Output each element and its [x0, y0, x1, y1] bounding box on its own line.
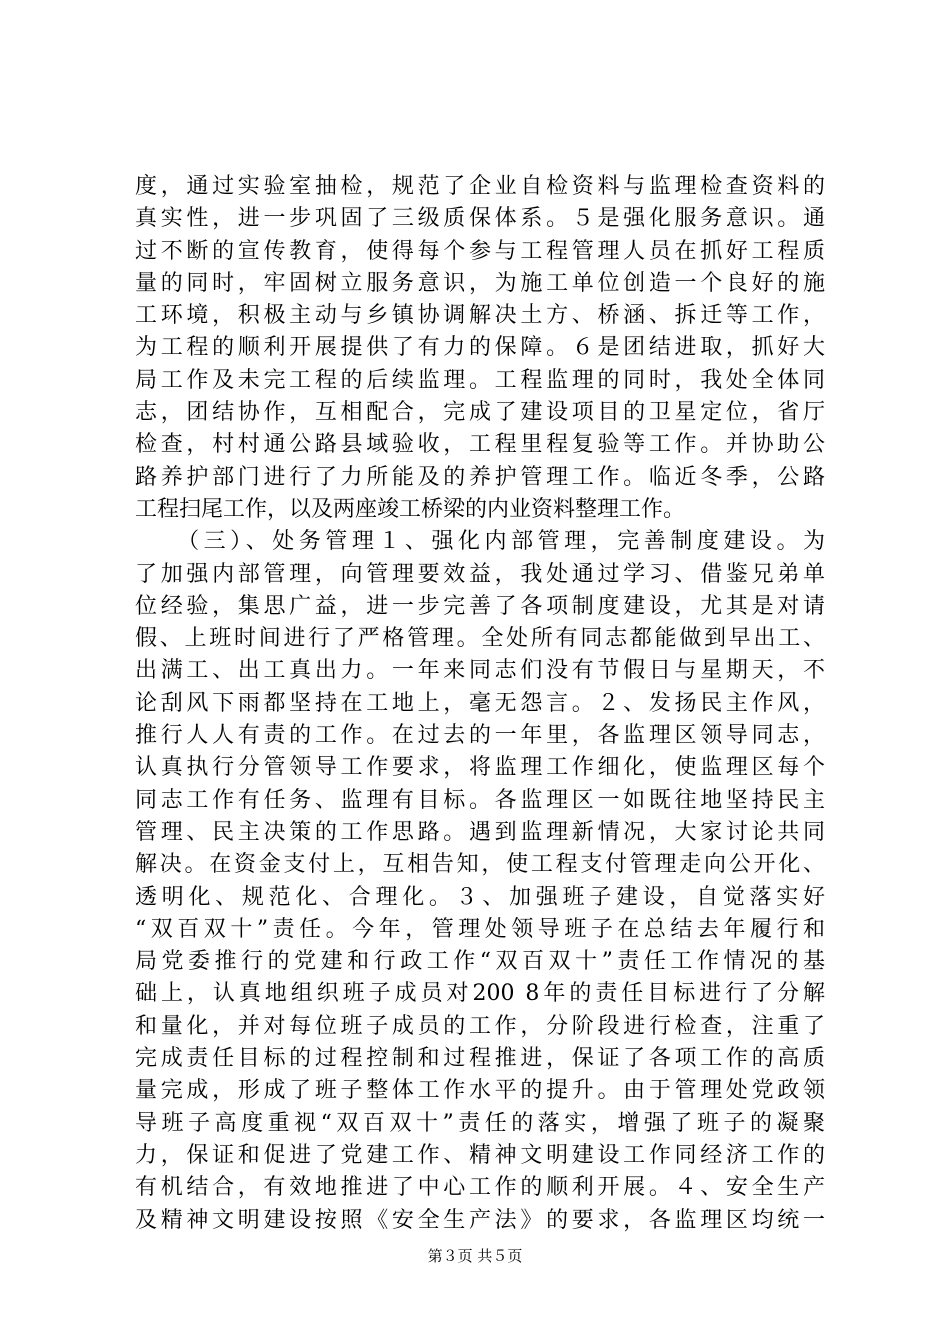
text-line: 位经验，集思广益，进一步完善了各项制度建设，尤其是对请 [135, 593, 825, 619]
text-line: 力，保证和促进了党建工作、精神文明建设工作同经济工作的 [135, 1142, 825, 1168]
page-number-label: 第３页 共５页 [427, 1247, 523, 1265]
text-line: 透明化、规范化、合理化。３、加强班子建设，自觉落实好 [135, 884, 825, 910]
text-line: 有机结合，有效地推进了中心工作的顺利开展。４、安全生产 [135, 1175, 825, 1201]
text-line: 础上，认真地组织班子成员对200 8年的责任目标进行了分解 [135, 981, 825, 1007]
text-line: 工程扫尾工作，以及两座竣工桥梁的内业资料整理工作。 [135, 496, 686, 522]
text-line: 同志工作有任务、监理有目标。各监理区一如既往地坚持民主 [135, 787, 825, 813]
text-line: 了加强内部管理，向管理要效益，我处通过学习、借鉴兄弟单 [135, 561, 825, 587]
text-line: 志，团结协作，互相配合，完成了建设项目的卫星定位，省厅 [135, 400, 825, 426]
text-line: （三）、处务管理１、强化内部管理，完善制度建设。为 [135, 529, 825, 555]
text-line: 管理、民主决策的工作思路。遇到监理新情况，大家讨论共同 [135, 819, 825, 845]
text-line: 认真执行分管领导工作要求，将监理工作细化，使监理区每个 [135, 755, 825, 781]
text-line: 推行人人有责的工作。在过去的一年里，各监理区领导同志， [135, 723, 825, 749]
text-line: 和量化，并对每位班子成员的工作，分阶段进行检查，注重了 [135, 1013, 825, 1039]
text-line: 假、上班时间进行了严格管理。全处所有同志都能做到早出工、 [135, 626, 825, 652]
text-line: 检查，村村通公路县域验收，工程里程复验等工作。并协助公 [135, 432, 825, 458]
page-footer [0, 1245, 950, 1267]
text-line: 完成责任目标的过程控制和过程推进，保证了各项工作的高质 [135, 1046, 825, 1072]
text-line: 及精神文明建设按照《安全生产法》的要求，各监理区均统一 [135, 1207, 825, 1233]
text-line: 量的同时，牢固树立服务意识，为施工单位创造一个良好的施 [135, 270, 825, 296]
text-line: 局工作及未完工程的后续监理。工程监理的同时，我处全体同 [135, 367, 825, 393]
text-line: 度，通过实验室抽检，规范了企业自检资料与监理检查资料的 [135, 174, 825, 199]
document-body [135, 171, 825, 1237]
text-line: 路养护部门进行了力所能及的养护管理工作。临近冬季，公路 [135, 464, 825, 490]
text-line: 出满工、出工真出力。一年来同志们没有节假日与星期天，不 [135, 658, 825, 684]
text-line: 局党委推行的党建和行政工作“双百双十”责任工作情况的基 [135, 949, 825, 975]
text-line: 工环境，积极主动与乡镇协调解决土方、桥涵、拆迁等工作， [135, 303, 825, 329]
text-line: 过不断的宣传教育，使得每个参与工程管理人员在抓好工程质 [135, 238, 825, 264]
text-line: “双百双十”责任。今年，管理处领导班子在总结去年履行和 [135, 916, 825, 942]
text-line: 量完成，形成了班子整体工作水平的提升。由于管理处党政领 [135, 1078, 825, 1104]
text-line: 为工程的顺利开展提供了有力的保障。６是团结进取，抓好大 [135, 335, 825, 361]
text-line: 导班子高度重视“双百双十”责任的落实，增强了班子的凝聚 [135, 1110, 825, 1136]
text-line: 论刮风下雨都坚持在工地上，毫无怨言。２、发扬民主作风， [135, 690, 825, 716]
text-line: 真实性，进一步巩固了三级质保体系。５是强化服务意识。通 [135, 206, 825, 232]
text-line: 解决。在资金支付上，互相告知，使工程支付管理走向公开化、 [135, 852, 825, 878]
